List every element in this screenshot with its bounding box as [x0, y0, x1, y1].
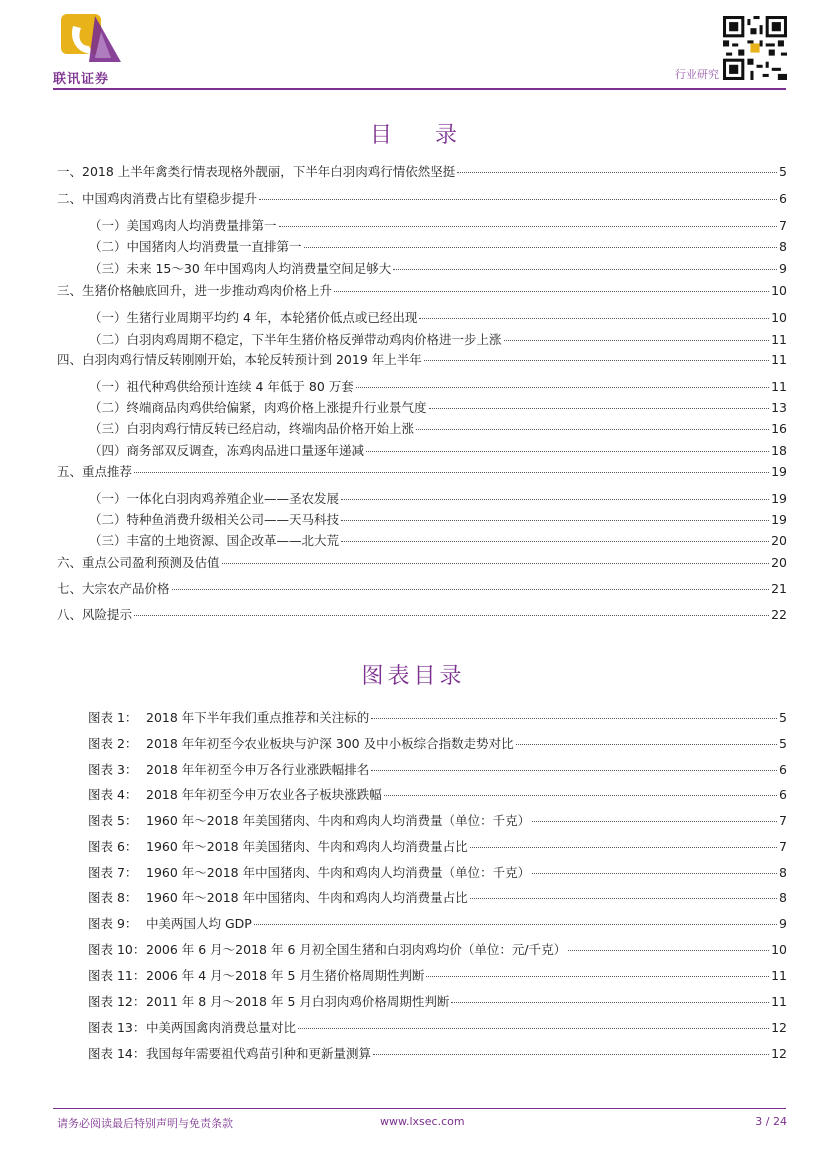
leader-dots [172, 589, 770, 590]
leader-dots [393, 269, 777, 270]
toc-entry-label: 一、2018 上半年禽类行情表现格外靓丽，下半年白羽肉鸡行情依然坚挺 [57, 164, 456, 179]
leader-dots [134, 615, 769, 616]
company-logo [53, 10, 133, 87]
leader-dots [304, 247, 778, 248]
leader-dots [532, 821, 777, 822]
leader-dots [341, 499, 769, 500]
leader-dots [371, 770, 777, 771]
leader-dots [470, 847, 777, 848]
leader-dots [334, 291, 769, 292]
toc-entry-label: 六、重点公司盈利预测及估值 [57, 555, 220, 570]
figure-number: 图表 10： [88, 942, 146, 957]
toc-entry[interactable] [89, 377, 787, 393]
toc-entry-label: （三）丰富的土地资源、国企改革——北大荒 [89, 533, 340, 548]
toc-entry[interactable] [57, 462, 787, 478]
figure-entry[interactable] [88, 760, 787, 776]
toc-entry-page: 11 [771, 379, 787, 394]
figure-label: 1960 年～2018 年美国猪肉、牛肉和鸡肉人均消费量占比 [146, 839, 468, 854]
header-divider [53, 88, 786, 90]
leader-dots [384, 795, 777, 796]
toc-entry-page: 10 [771, 310, 787, 325]
toc-entry-label: （一）祖代种鸡供给预计连续 4 年低于 80 万套 [89, 379, 354, 394]
toc-entry-label: （三）白羽肉鸡行情反转已经启动，终端肉品价格开始上涨 [89, 421, 415, 436]
figure-label: 2006 年 6 月～2018 年 6 月初全国生猪和白羽肉鸡均价（单位：元/千克） [146, 942, 567, 957]
leader-dots [279, 226, 778, 227]
leader-dots [371, 718, 777, 719]
page-header [0, 0, 827, 90]
toc-entry-label: （二）终端商品肉鸡供给偏紧，肉鸡价格上涨提升行业景气度 [89, 400, 427, 415]
toc-entry-label: 二、中国鸡肉消费占比有望稳步提升 [57, 191, 258, 206]
figure-page: 12 [771, 1020, 787, 1035]
figure-label: 2018 年下半年我们重点推荐和关注标的 [146, 710, 370, 725]
toc-entry-page: 21 [771, 581, 787, 596]
toc-entry-page: 6 [779, 191, 787, 206]
figure-label: 2011 年 8 月～2018 年 5 月白羽肉鸡价格周期性判断 [146, 994, 450, 1009]
figure-number: 图表 3： [88, 762, 138, 777]
toc-entry[interactable] [89, 308, 787, 324]
toc-entry-page: 20 [771, 555, 787, 570]
toc-entry[interactable] [57, 579, 787, 595]
toc-entry-page: 9 [779, 261, 787, 276]
figure-number: 图表 14： [88, 1046, 146, 1061]
leader-dots [504, 340, 770, 341]
figure-number: 图表 9： [88, 916, 138, 931]
section-label: 行业研究 [675, 68, 719, 81]
leader-dots [356, 387, 769, 388]
figure-label: 2018 年年初至今申万各行业涨跌幅排名 [146, 762, 370, 777]
footer-disclaimer[interactable]: 请务必阅读最后特别声明与免责条款 [57, 1117, 233, 1130]
figure-number: 图表 6： [88, 839, 138, 854]
figure-number: 图表 4： [88, 787, 138, 802]
figure-entry[interactable] [88, 785, 787, 801]
toc-entry-label: 八、风险提示 [57, 607, 133, 622]
figure-label: 中美两国禽肉消费总量对比 [146, 1020, 297, 1035]
toc-entry-label: 七、大宗农产品价格 [57, 581, 170, 596]
figure-page: 7 [779, 813, 787, 828]
figure-page: 11 [771, 994, 787, 1009]
figure-entry[interactable] [88, 708, 787, 724]
toc-entry-page: 20 [771, 533, 787, 548]
figure-page: 7 [779, 839, 787, 854]
figure-page: 5 [779, 736, 787, 751]
figure-entry[interactable] [88, 914, 787, 930]
leader-dots [568, 950, 769, 951]
toc-entry-page: 19 [771, 464, 787, 479]
figure-entry[interactable] [88, 863, 787, 879]
figure-label: 2018 年年初至今申万农业各子板块涨跌幅 [146, 787, 382, 802]
toc-entry-page: 5 [779, 164, 787, 179]
toc-entry-label: 四、白羽肉鸡行情反转刚刚开始，本轮反转预计到 2019 年上半年 [57, 352, 422, 367]
toc-entry[interactable] [89, 259, 787, 275]
figure-label: 2018 年年初至今农业板块与沪深 300 及中小板综合指数走势对比 [146, 736, 514, 751]
leader-dots [457, 172, 777, 173]
figure-number: 图表 7： [88, 865, 138, 880]
toc-entry-page: 19 [771, 512, 787, 527]
toc-entry-page: 18 [771, 443, 787, 458]
leader-dots [373, 1054, 769, 1055]
figure-entry[interactable] [88, 811, 787, 827]
toc-entry[interactable] [57, 162, 787, 178]
toc-entry-label: （四）商务部双反调查，冻鸡肉品进口量逐年递减 [89, 443, 365, 458]
qr-code-icon [723, 16, 787, 80]
toc-entry-label: （二）特种鱼消费升级相关公司——天马科技 [89, 512, 340, 527]
figure-number: 图表 12： [88, 994, 146, 1009]
figure-number: 图表 5： [88, 813, 138, 828]
figure-page: 8 [779, 890, 787, 905]
logo-mark-icon [59, 10, 123, 66]
figure-label: 1960 年～2018 年中国猪肉、牛肉和鸡肉人均消费量占比 [146, 890, 468, 905]
leader-dots [254, 924, 777, 925]
figure-page: 12 [771, 1046, 787, 1061]
leader-dots [532, 873, 777, 874]
figure-number: 图表 2： [88, 736, 138, 751]
toc-entry-label: （三）未来 15～30 年中国鸡肉人均消费量空间足够大 [89, 261, 392, 276]
leader-dots [470, 898, 777, 899]
toc-entry[interactable] [57, 189, 787, 205]
footer-website-link[interactable]: www.lxsec.com [380, 1115, 465, 1128]
leader-dots [341, 541, 769, 542]
figure-entry[interactable] [88, 888, 787, 904]
figure-entry[interactable] [88, 734, 787, 750]
toc-entry[interactable] [57, 605, 787, 621]
toc-entry-label: （二）白羽肉鸡周期不稳定，下半年生猪价格反弹带动鸡肉价格进一步上涨 [89, 332, 502, 347]
leader-dots [222, 563, 770, 564]
toc-entry-label: （一）一体化白羽肉鸡养殖企业——圣农发展 [89, 491, 340, 506]
toc-entry[interactable] [89, 216, 787, 232]
toc-entry-page: 10 [771, 283, 787, 298]
figures-title: 图表目录 [361, 664, 466, 689]
toc-entry[interactable] [89, 510, 787, 526]
toc-entry-page: 13 [771, 400, 787, 415]
figure-number: 图表 1： [88, 710, 138, 725]
toc-entry[interactable] [89, 330, 787, 346]
toc-entry-label: 三、生猪价格触底回升，进一步推动鸡肉价格上升 [57, 283, 333, 298]
figure-page: 6 [779, 762, 787, 777]
leader-dots [419, 318, 769, 319]
figure-entry[interactable] [88, 992, 787, 1008]
toc-entry-page: 7 [779, 218, 787, 233]
toc-entry[interactable] [89, 419, 787, 435]
leader-dots [451, 1002, 769, 1003]
figure-page: 10 [771, 942, 787, 957]
toc-entry-page: 16 [771, 421, 787, 436]
figure-entry[interactable] [88, 1044, 787, 1060]
figure-page: 8 [779, 865, 787, 880]
leader-dots [298, 1028, 769, 1029]
leader-dots [366, 451, 769, 452]
leader-dots [426, 976, 769, 977]
toc-title: 目 录 [370, 123, 475, 148]
figure-entry[interactable] [88, 940, 787, 956]
figure-page: 9 [779, 916, 787, 931]
footer-divider [53, 1108, 786, 1109]
figure-entry[interactable] [88, 837, 787, 853]
figure-page: 11 [771, 968, 787, 983]
toc-entry[interactable] [89, 441, 787, 457]
toc-entry-page: 22 [771, 607, 787, 622]
figure-label: 我国每年需要祖代鸡苗引种和更新量测算 [146, 1046, 372, 1061]
toc-entry-page: 11 [771, 352, 787, 367]
figure-label: 中美两国人均 GDP [146, 916, 252, 931]
figure-label: 1960 年～2018 年中国猪肉、牛肉和鸡肉人均消费量（单位：千克） [146, 865, 531, 880]
figure-entry[interactable] [88, 1018, 787, 1034]
toc-entry-page: 11 [771, 332, 787, 347]
toc-entry[interactable] [89, 398, 787, 414]
figure-number: 图表 8： [88, 890, 138, 905]
leader-dots [259, 199, 777, 200]
toc-entry-label: 五、重点推荐 [57, 464, 133, 479]
footer-page-indicator: 3 / 24 [755, 1115, 787, 1128]
leader-dots [429, 408, 770, 409]
toc-entry[interactable] [89, 489, 787, 505]
toc-entry[interactable] [89, 237, 787, 253]
figure-entry[interactable] [88, 966, 787, 982]
figure-number: 图表 11： [88, 968, 146, 983]
leader-dots [416, 429, 769, 430]
toc-entry[interactable] [89, 531, 787, 547]
leader-dots [341, 520, 769, 521]
leader-dots [516, 744, 777, 745]
leader-dots [134, 472, 769, 473]
toc-entry-label: （二）中国猪肉人均消费量一直排第一 [89, 239, 302, 254]
figure-page: 6 [779, 787, 787, 802]
toc-entry[interactable] [57, 281, 787, 297]
figure-number: 图表 13： [88, 1020, 146, 1035]
toc-entry-page: 8 [779, 239, 787, 254]
toc-entry-label: （一）美国鸡肉人均消费量排第一 [89, 218, 277, 233]
figure-page: 5 [779, 710, 787, 725]
toc-entry[interactable] [57, 553, 787, 569]
toc-entry-label: （一）生猪行业周期平均约 4 年，本轮猪价低点或已经出现 [89, 310, 418, 325]
company-name: 联讯证券 [53, 72, 110, 87]
figure-label: 2006 年 4 月～2018 年 5 月生猪价格周期性判断 [146, 968, 425, 983]
toc-entry-page: 19 [771, 491, 787, 506]
leader-dots [424, 360, 769, 361]
toc-entry[interactable] [57, 350, 787, 366]
figure-label: 1960 年～2018 年美国猪肉、牛肉和鸡肉人均消费量（单位：千克） [146, 813, 531, 828]
